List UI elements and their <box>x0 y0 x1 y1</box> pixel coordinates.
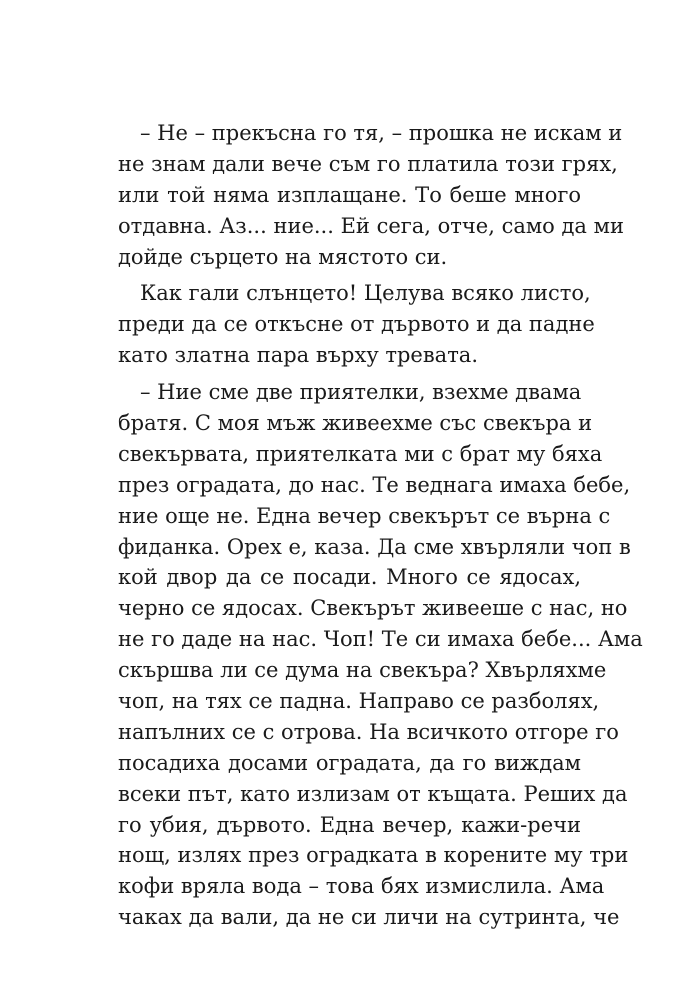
text-line: свекървата, приятелката ми с брат му бяха <box>118 441 603 466</box>
text-line: чаках да вали, да не си личи на сутринта, че <box>118 905 620 930</box>
text-line: го убия, дървото. Една вечер, кажи-речи <box>118 812 581 837</box>
text-line: през оградата, до нас. Те веднага имаха бебе, <box>118 472 631 497</box>
text-line: посадиха досами оградата, да го виждам <box>118 750 581 775</box>
text-line: нощ, излях през оградката в корените му три <box>118 843 629 868</box>
text-line: отдавна. Аз... ние... Ей сега, отче, само да ми <box>118 213 624 238</box>
text-line: кой двор да се посади. Много се ядосах, <box>118 565 581 590</box>
text-line: фиданка. Орех е, каза. Да сме хвърляли чоп в <box>118 534 631 559</box>
text-line: ние още не. Една вечер свекърът се върна с <box>118 503 611 528</box>
text-line: не го даде на нас. Чоп! Те си имаха бебе... Ама <box>118 627 643 652</box>
text-line: напълних се с отрова. На всичкото отгоре го <box>118 719 619 744</box>
body-text <box>118 118 643 933</box>
text-line: братя. С моя мъж живеехме със свекъра и <box>118 411 593 436</box>
text-line: скършва ли се дума на свекъра? Хвърляхме <box>118 658 607 683</box>
text-line: или той няма изплащане. То беше много <box>118 182 581 207</box>
text-line: преди да се откъсне от дървото и да падне <box>118 312 595 337</box>
text-line: не знам дали вече съм го платила този грях, <box>118 151 618 176</box>
text-line: дойде сърцето на мястото си. <box>118 244 448 269</box>
text-line: – Ние сме две приятелки, взехме двама <box>140 380 582 405</box>
text-line: Как гали слънцето! Целува всяко листо, <box>140 281 591 306</box>
text-line: кофи вряла вода – това бях измислила. Ама <box>118 874 605 899</box>
text-line: чоп, на тях се падна. Направо се разболях, <box>118 689 600 714</box>
text-line: всеки път, като излизам от къщата. Реших да <box>118 781 628 806</box>
text-line: черно се ядосах. Свекърът живееше с нас, но <box>118 596 628 621</box>
text-line: – Не – прекъсна го тя, – прошка не искам и <box>140 121 623 145</box>
text-line: като златна пара върху тревата. <box>118 343 479 368</box>
